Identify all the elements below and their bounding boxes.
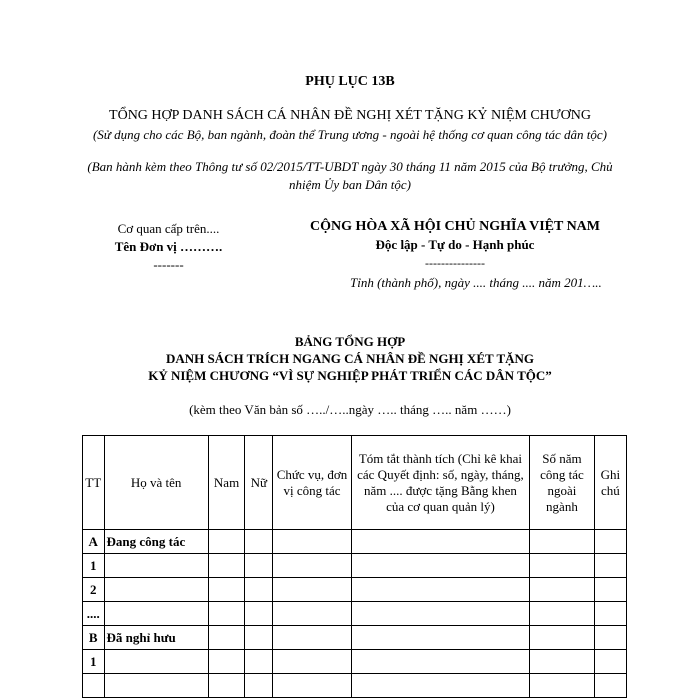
cell [351,578,529,602]
cell [208,626,245,650]
cell [245,626,273,650]
table-row [83,554,627,578]
cell [594,578,626,602]
cell [273,554,351,578]
table-row [83,602,627,626]
cell [530,650,595,674]
cell [245,578,273,602]
summary-title [0,333,700,384]
cell [351,674,529,698]
cell [245,602,273,626]
cell [594,530,626,554]
motto-divider: --------------- [425,256,485,270]
cell [208,554,245,578]
cell [351,530,529,554]
row-number: 1 [83,650,105,674]
cell [245,554,273,578]
cell [208,530,245,554]
table-row [83,578,627,602]
header-achievements: Tóm tắt thành tích (Chỉ kê khai các Quyết định: số, ngày, tháng, năm .... được tặng Bằng khen của cơ quan quản lý) [351,436,529,530]
unit-name: Tên Đơn vị ………. [114,239,223,254]
cell [530,578,595,602]
cell [530,626,595,650]
cell [594,650,626,674]
summary-line-1: BẢNG TỔNG HỢP [294,334,406,349]
cell [208,650,245,674]
row-name [104,554,208,578]
place-date-line: Tỉnh (thành phố), ngày .... tháng .... năm 201….. [350,275,602,290]
cell [208,578,245,602]
row-number: B [83,626,105,650]
cell [245,674,273,698]
summary-line-2: DANH SÁCH TRÍCH NGANG CÁ NHÂN ĐỀ NGHỊ XÉT TẶNG [165,351,535,366]
row-name [104,650,208,674]
cell [594,602,626,626]
header-male: Nam [208,436,245,530]
appendix-label: PHỤ LỤC 13B [305,74,395,89]
row-name: Đã nghỉ hưu [104,626,208,650]
cell [530,554,595,578]
header-note: Ghi chú [594,436,626,530]
table-row [83,650,627,674]
cell [351,626,529,650]
table-row [83,674,627,698]
cell [273,602,351,626]
agency-divider: ------- [153,257,184,272]
cell [273,578,351,602]
header-name: Họ và tên [104,436,208,530]
cell [273,650,351,674]
header-tt: TT [83,436,105,530]
cell [530,674,595,698]
cell [594,674,626,698]
issued-with-note: (Ban hành kèm theo Thông tư số 02/2015/TT-UBDT ngày 30 tháng 11 năm 2015 của Bộ trưởng, Chủ nhiệm Ủy ban Dân tộc) [87,159,613,192]
superior-agency: Cơ quan cấp trên.... [117,221,220,236]
cell [273,626,351,650]
cell [351,650,529,674]
cell [530,602,595,626]
nominee-table [82,435,627,698]
row-name [104,674,208,698]
row-number: 2 [83,578,105,602]
summary-line-3: KỶ NIỆM CHƯƠNG “VÌ SỰ NGHIỆP PHÁT TRIỂN CÁC DÂN TỘC” [148,368,552,383]
cell [245,650,273,674]
table-row [83,626,627,650]
cell [273,530,351,554]
cell [594,626,626,650]
nation-name: CỘNG HÒA XÃ HỘI CHỦ NGHĨA VIỆT NAM [309,219,600,234]
row-number: 1 [83,554,105,578]
cell [530,530,595,554]
row-name [104,602,208,626]
cell [208,674,245,698]
national-motto: Độc lập - Tự do - Hạnh phúc [375,237,535,252]
header-years: Số năm công tác ngoài ngành [530,436,595,530]
header-position: Chức vụ, đơn vị công tác [273,436,351,530]
row-number: A [83,530,105,554]
row-number: .... [83,602,105,626]
attachment-reference: (kèm theo Văn bản số …../…..ngày ….. tháng ….. năm ……) [189,402,511,417]
issuing-agency-block [96,220,241,274]
cell [351,602,529,626]
row-number [83,674,105,698]
row-name [104,578,208,602]
cell [594,554,626,578]
cell [273,674,351,698]
cell [245,530,273,554]
cell [351,554,529,578]
row-name: Đang công tác [104,530,208,554]
cell [208,602,245,626]
table-row [83,530,627,554]
document-subtitle: (Sử dụng cho các Bộ, ban ngành, đoàn thể Trung ương - ngoài hệ thống cơ quan công tác dân tộc) [92,127,608,142]
header-female: Nữ [245,436,273,530]
document-title: TỔNG HỢP DANH SÁCH CÁ NHÂN ĐỀ NGHỊ XÉT TẶNG KỶ NIỆM CHƯƠNG [109,108,591,123]
table-header-row [83,436,627,530]
national-header-block [285,218,625,272]
